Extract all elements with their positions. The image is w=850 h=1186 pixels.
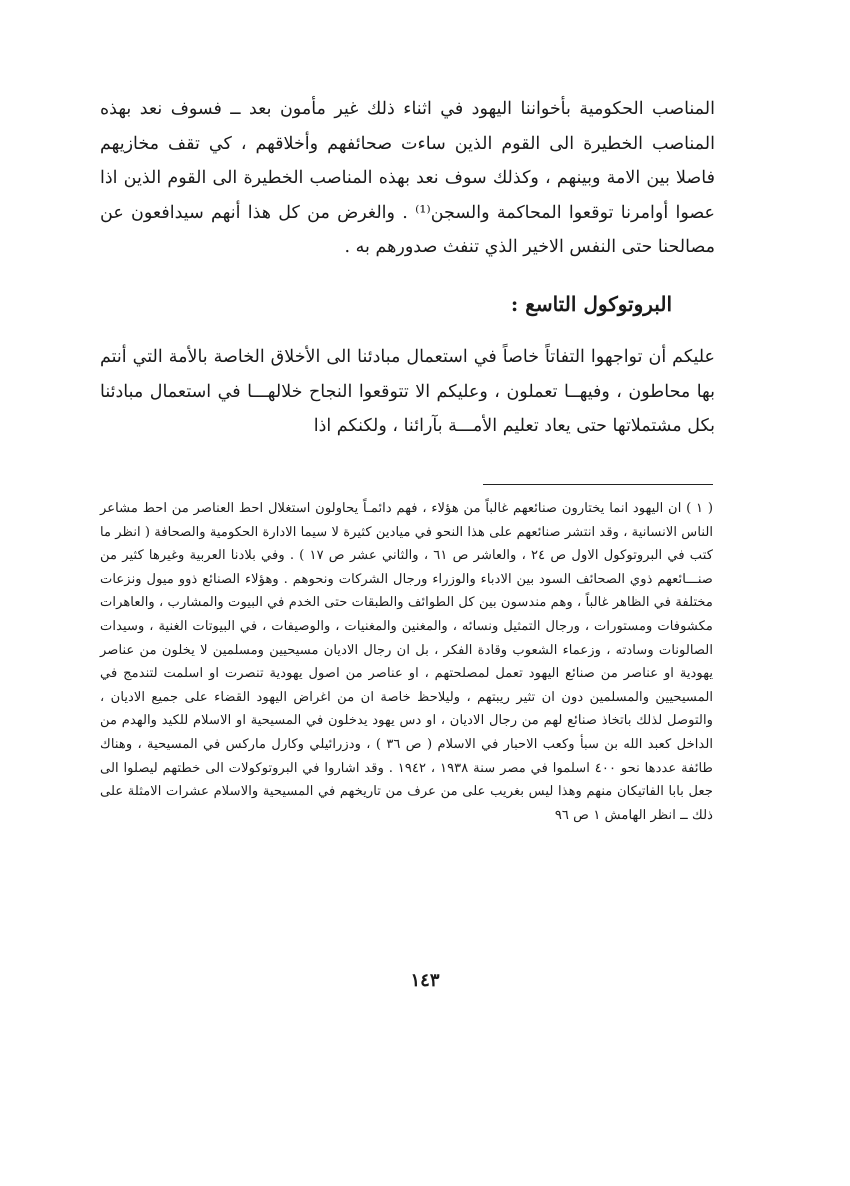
body-paragraph-2: عليكم أن تواجهوا التفاتاً خاصاً في استعمال مبادئنا الى الأخلاق الخاصة بالأمة التي أنتم بها محاطون ، وفيهــا تعملون ، وعليكم الا تتوقعوا النجاح خلالهـــا في استعمال مبادئنا بكل مشتملاتها حتى يعاد تعليم الأمـــة بآرائنا ، ولكنكم اذا: [100, 347, 715, 437]
footnote-block: [100, 497, 713, 827]
main-body-text-top: [100, 92, 715, 265]
footnote-text: ( ١ ) ان اليهود انما يختارون صنائعهم غالباً من هؤلاء ، فهم دائمـاً يحاولون استغلال احط العناصر من احط مشاعر الناس الانسانية ، وقد انتشر صنائعهم على هذا النحو في ميادين كثيرة لا سيما الادارة الحكومية والصحافة ( انظر ما كتب في البروتوكول الاول ص ٢٤ ، والعاشر ص ٦١ ، والثاني عشر ص ١٧ ) . وفي بلادنا العربية وغيرها كثير من صنـــائعهم ذوي الصحائف السود بين الادباء والوزراء ورجال الشركات ونحوهم . وهؤلاء الصنائع ذوو ميول ونزعات مختلفة في الظاهر غالباً ، وهم مندسون بين كل الطوائف والطبقات حتى الخدم في البيوت والمشارب ، والعاهرات مكشوفات ومستورات ، ورجال التمثيل ونسائه ، والمغنين والمغنيات ، والوصيفات ، في البيوتات الغنية ، وسيدات الصالونات وسادته ، وزعماء الشعوب وقادة الفكر ، بل ان رجال الاديان مسيحيين ومسلمين لا يخلون من عناصر يهودية او عناصر من صنائع اليهود تعمل لمصلحتهم ، او عناصر من اصول يهودية تنصرت او اسلمت لتندمج في المسيحيين والمسلمين دون ان تثير ريبتهم ، وليلاحظ خاصة ان من اغراض اليهود القضاء على جميع الاديان ، والتوصل لذلك باتخاذ صنائع لهم من رجال الاديان ، او دس يهود يدخلون في المسيحية او الاسلام للكيد والهدم من الداخل كعبد الله بن سبأ وكعب الاحبار في الاسلام ( ص ٣٦ ) ، ودزرائيلي وكارل ماركس في المسيحية ، وهناك طائفة عددها نحو ٤٠٠ اسلموا في مصر سنة ١٩٣٨ ، ١٩٤٢ . وقد اشاروا في البروتوكولات الى خطتهم ليصلوا الى جعل بابا الفاتيكان منهم وهذا ليس بغريب على من عرف من تاريخهم في المسيحية والاسلام عشرات الامثلة على ذلك ــ انظر الهامش ١ ص ٩٦: [100, 501, 714, 823]
footnote-separator-rule: [483, 484, 713, 485]
main-body-text-bottom: [100, 340, 715, 444]
body-paragraph-1: المناصب الحكومية بأخواننا اليهود في اثناء ذلك غير مأمون بعد ــ فسوف نعد بهذه المناصب الخطيرة الى القوم الذين ساءت صحائفهم وأخلاقهم ، كي تقف مخازيهم فاصلا بين الامة وبينهم ، وكذلك سوف نعد بهذه المناصب الخطيرة الى القوم الذين اذا عصوا أوامرنا توقعوا المحاكمة والسجن⁽¹⁾ . والغرض من كل هذا أنهم سيدافعون عن مصالحنا حتى النفس الاخير الذي تنفث صدورهم به .: [100, 99, 715, 258]
section-heading: البروتوكول التاسع :: [510, 292, 672, 316]
page-number: ١٤٣: [410, 970, 440, 991]
